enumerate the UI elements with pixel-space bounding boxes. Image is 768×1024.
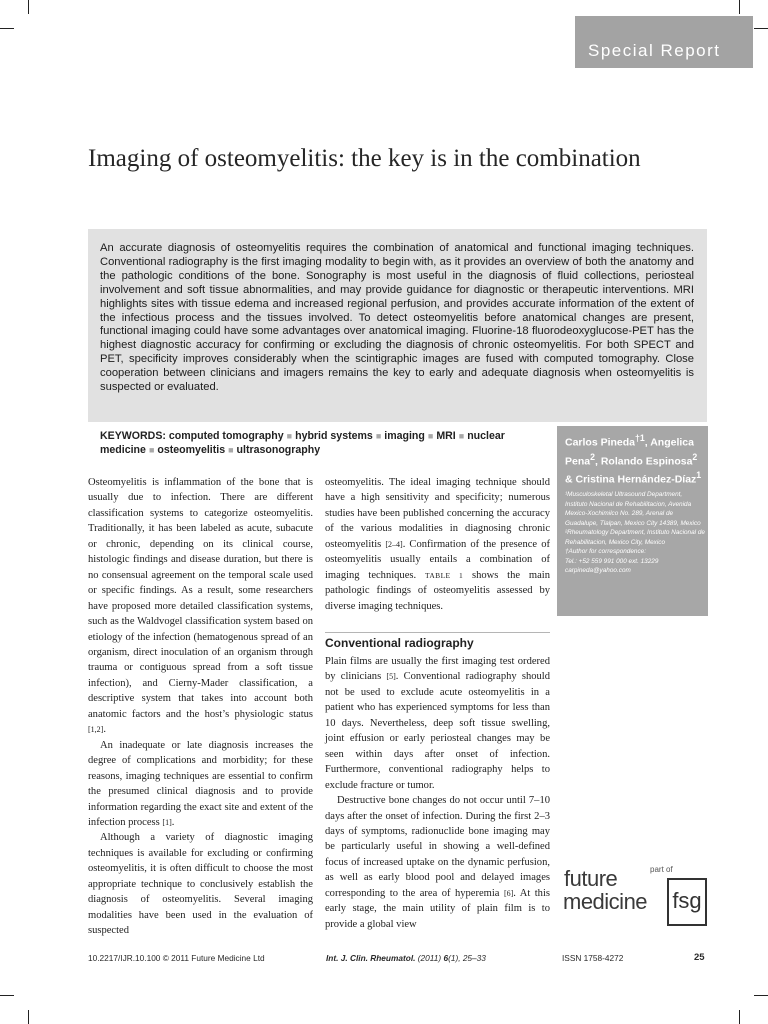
affiliation: ²Rheumatology Department, Instituto Nacional de Rehabilitacion, Mexico City, Mexico [565,529,705,546]
footer-doi: 10.2217/IJR.10.100 © 2011 Future Medicine Ltd [88,953,265,963]
keyword-separator: ■ [148,444,155,455]
section-label: Special Report [588,41,721,60]
table-reference[interactable]: TABLE 1 [424,570,464,580]
keyword: nuclear medicine [100,430,505,456]
paragraph-text: Plain films are usually the first imaging test ordered by clinicians [325,656,550,683]
keyword: computed tomography [168,430,284,442]
author-name: Cristina Hernández-Díaz [575,473,697,486]
keyword-separator: ■ [286,431,293,441]
author-name: Rolando Espinosa [600,455,693,467]
body-column-right-bottom [325,654,550,932]
correspondence-label: †Author for correspondence: [565,548,646,555]
citation: [1] [162,817,172,827]
author-list: Carlos Pineda$^{\dagger 1}$, Angelica Pena$^2$, Rolando Espinosa$^2$ & Cristina Hernández-Díaz$^1$ [565,433,702,486]
footer-issn: ISSN 1758-4272 [562,953,624,963]
correspondence-email: carpineda@yahoo.com [565,567,631,574]
affiliations [565,490,705,576]
paragraph: Plain films are usually the first imaging test ordered by clinicians [5]. Conventional radiography should not be used to exclude acute osteomyelitis in a patient who has experienced symptoms for less than 10 days. Nevertheless, deep soft tissue swelling, joint effusion or early periosteal changes may be seen within days after onset of infection. Furthermore, conventional radiography helps to exclude fracture or tumor. [325,656,550,791]
footer-citation [326,953,486,963]
paragraph-text: osteomyelitis. The ideal imaging technique should have a high sensitivity and specificity; numerous studies have been published concerning the accuracy of the various modalities in diagnosing chronic osteomyelitis [325,477,550,550]
paragraph-text: shows the main pathologic findings of osteomyelitis assessed by diverse imaging techniques. [325,569,550,612]
keyword: imaging [384,430,425,442]
body-column-right-top [325,475,550,614]
article-title: Imaging of osteomyelitis: the key is in the combination [88,145,641,172]
keyword: MRI [436,430,456,442]
paragraph-text: Conventional radiography should not be used to exclude acute osteomyelitis in a patient who has experienced symptoms for less than 10 days. Nevertheless, deep soft tissue swelling, joint effusion or early periosteal changes may be seen within days after onset of infection. Furthermore, conventional radiography helps to exclude fracture or tumor. [325,671,550,791]
crop-mark [754,995,768,996]
body-column-left [88,475,313,939]
section-heading: Conventional radiography [325,636,474,650]
paragraph [88,830,313,938]
keyword-separator: ■ [228,444,234,455]
crop-mark [754,28,768,29]
paragraph: Osteomyelitis is inflammation of the bone that is usually due to infection. There are different classification systems to categorize osteomyelitis. Traditionally, it has been labeled as acute, subacute or chronic, depending on its clinical course, histologic findings and disease duration, but there is no consensual agreement on the temporal scale used or specific findings. As a result, some researchers have proposed more detailed classification systems, such as the Waldvogel classification system based on etiology of the infection (hematogenous spread of an organism, direct inoculation of an organism through trauma or contiguous spread from a soft tissue infection), and Cierny-Mader classification, a descriptive system that takes into account both anatomic factors and the host’s physiologic status [1,2]. [88,477,313,736]
paragraph: osteomyelitis. The ideal imaging technique should have a high sensitivity and specificity; numerous studies have been published concerning the accuracy of the various modalities in diagnosing chronic osteomyelitis [2–4]. Confirmation of the presence of osteomyelitis usually entails a combination of imaging techniques. TABLE 1 shows the main pathologic findings of osteomyelitis assessed by diverse imaging techniques. [325,477,550,612]
citation: [5] [386,672,396,682]
journal-year: (2011) [417,953,442,963]
paragraph-text: Although a variety of diagnostic imaging techniques is available for excluding or confirming osteomyelitis, it is often difficult to choose the most appropriate technique to conclusively establish the diagnosis of osteomyelitis. Several imaging modalities have been used in the evaluation of suspected [88,832,313,937]
author-sup: 2 [590,451,595,462]
journal-volume: 6 [443,953,449,963]
abstract-text: An accurate diagnosis of osteomyelitis requires the combination of anatomical and functional imaging techniques. Conventional radiography is the first imaging modality to begin with, as it provides an overview of both the anatomy and the pathologic conditions of the bone. Sonography is most useful in the diagnosis of fluid collections, periosteal involvement and soft tissue abnormalities, and may provide guidance for diagnostic or therapeutic interventions. MRI highlights sites with tissue edema and increased regional perfusion, and provides accurate information of the extent of the infectious process and the tissues involved. To detect osteomyelitis before anatomical changes are present, functional imaging could have some advantages over anatomical imaging. Fluorine-18 fluorodeoxyglucose-PET has the highest diagnostic accuracy for confirming or excluding the diagnosis of chronic osteomyelitis. For both SPECT and PET, specificity improves considerably when the scintigraphic images are fused with computed tomography. Close cooperation between clinicians and imagers remains the key to early and adequate diagnosis when osteomyelitis is suspected or evaluated. [100,242,694,394]
journal-name: Int. J. Clin. Rheumatol. [326,953,416,963]
journal-issue-pages: (1), 25–33 [448,953,486,963]
author-and: & [565,473,573,486]
author-name: Angelica Pena [565,436,694,467]
citation: [2–4] [385,539,403,549]
logo-word-medicine: medicine [563,889,648,914]
crop-mark [28,1010,29,1024]
crop-mark [0,28,14,29]
paragraph-text: Confirmation of the presence of osteomyelitis usually entails a combination of imaging techniques. [325,538,550,581]
citation: [6] [503,888,514,898]
affiliation: ¹Musculoskeletal Ultrasound Department, Instituto Nacional de Rehabilitacion, Avenida Mexico-Xochimilco No. 289, Arenal de Guadalupe, Tlalpan, Mexico City 14389, Mexico [565,491,701,527]
future-medicine-logo [560,862,660,932]
paragraph-text: An inadequate or late diagnosis increases the degree of complications and morbidity; for these reasons, imaging techniques are essential to confirm the presumed clinical diagnosis and to provide information regarding the exact site and extent of the infection process [88,739,313,828]
paragraph-text: Osteomyelitis is inflammation of the bone that is usually due to infection. There are different classification systems to categorize osteomyelitis. Traditionally, it has been labeled as acute, subacute or chronic, depending on its clinical course, histologic findings and disease duration, but there is no consensual agreement on the temporal scale used or specific findings. As a result, some researchers have proposed more detailed classification systems, such as the Waldvogel classification system based on etiology of the infection (hematogenous spread of an organism, direct inoculation of an organism through trauma or contiguous spread from a soft tissue infection), and Cierny-Mader classification, a descriptive system that takes into account both anatomic factors and the host’s physiologic status [88,477,313,720]
author-name: Carlos Pineda [565,436,636,449]
paragraph-text: Destructive bone changes do not occur until 7–10 days after the onset of infection. During the first 2–3 days of symptoms, radionuclide bone imaging may be particularly useful in showing a well-defined focus of increased uptake on the dynamic perfusion, as well as early blood pool and delayed images corresponding to the area of hyperemia [325,795,550,899]
correspondence-tel: Tel.: +52 559 991 000 ext. 13229 [565,557,659,565]
citation: [1,2] [88,725,104,735]
keyword: osteomyelitis [157,443,226,456]
page-number: 25 [694,952,705,963]
keywords [100,430,550,457]
paragraph: Destructive bone changes do not occur until 7–10 days after the onset of infection. During the first 2–3 days of symptoms, radionuclide bone imaging may be particularly useful in showing a well-defined focus of increased uptake on the dynamic perfusion, as well as early blood pool and delayed images corresponding to the area of hyperemia [6]. At this early stage, the main utility of plain film is to provide a global view [325,795,550,930]
keyword: hybrid systems [295,430,373,442]
author-sup: 1 [696,470,702,480]
keyword: ultrasonography [236,443,321,456]
author-sup: †1 [635,433,645,443]
crop-mark [739,1010,740,1024]
crop-mark [28,0,29,14]
paragraph-text: At this early stage, the main utility of plain film is to provide a global view [325,887,550,930]
logo-word-future: future [564,866,618,891]
section-divider [325,632,550,633]
crop-mark [0,995,14,996]
fsg-logo: fsg [667,878,707,926]
logo-part-of: part of [650,865,673,874]
keyword-separator: ■ [458,431,465,441]
paragraph: An inadequate or late diagnosis increases the degree of complications and morbidity; for these reasons, imaging techniques are essential to confirm the presumed clinical diagnosis and to provide information regarding the exact site and extent of the infection process [1]. [88,739,313,828]
author-sup: 2 [692,451,698,462]
keyword-separator: ■ [427,431,434,441]
crop-mark [739,0,740,14]
keyword-separator: ■ [375,431,382,441]
keywords-label: KEYWORDS: [100,430,166,442]
